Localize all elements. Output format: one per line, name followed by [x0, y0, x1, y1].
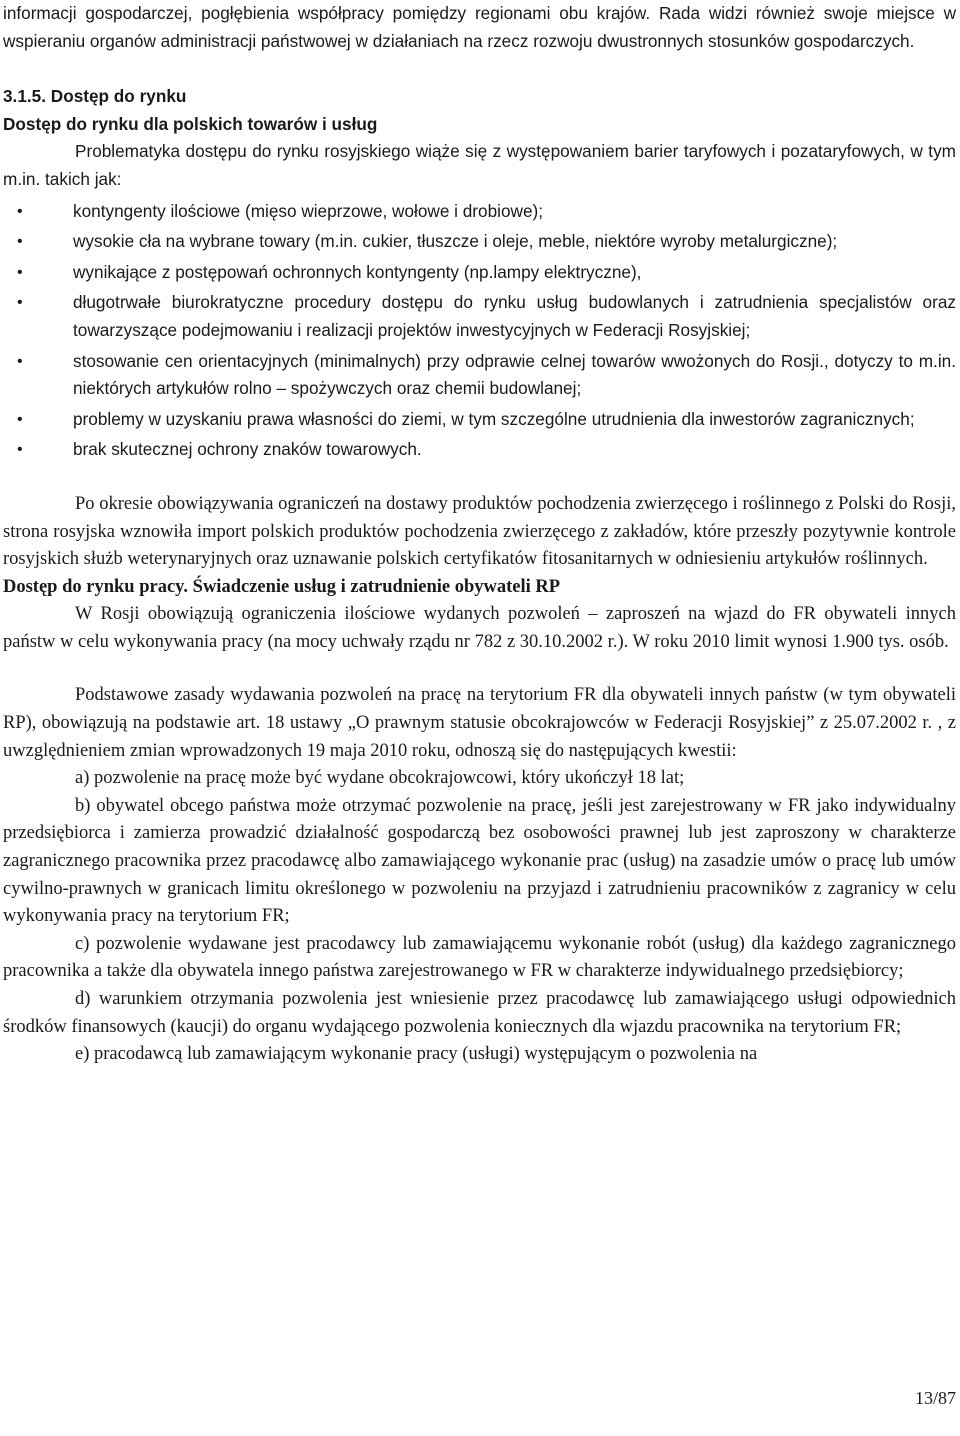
list-item-d: d) warunkiem otrzymania pozwolenia jest wniesienie przez pracodawcę lub zamawiającego usługi odpowiednich środków finansowych (kaucji) do organu wydającego pozwolenia koniecznych dla wjazdu pracownika na terytorium FR; [3, 989, 956, 1037]
bullet-icon: • [17, 441, 23, 459]
top-paragraph: informacji gospodarczej, pogłębienia współpracy pomiędzy regionami obu krajów. Rada widzi również swoje miejsce w wspieraniu organów administracji państwowej w działaniach na rzecz rozwoju dwustronnych stosunków gospodarczych. [3, 3, 956, 51]
list-item: • wynikające z postępowań ochronnych kontyngenty (np.lampy elektryczne), [3, 259, 956, 287]
section-subheading: Dostęp do rynku dla polskich towarów i usług [3, 113, 378, 134]
list-item-e: e) pracodawcą lub zamawiającym wykonanie pracy (usługi) występującym o pozwolenia na [75, 1044, 758, 1065]
list-item: • brak skutecznej ochrony znaków towarowych. [3, 436, 956, 464]
labour-heading: Dostęp do rynku pracy. Świadczenie usług i zatrudnienie obywateli RP [3, 576, 561, 597]
bullet-icon: • [17, 410, 23, 428]
list-item-b: b) obywatel obcego państwa może otrzymać pozwolenie na pracę, jeśli jest zarejestrowany w FR jako indywidualny przedsiębiorca i zamierza prowadzić działalność gospodarczą bez osobowości prawnej lub jest zaproszony w charakterze zagranicznego pracownika przez pracodawcę albo zamawiającego wykonanie prac (usług) na zasadzie umów o pracę lub umów cywilno-prawnych w granicach limitu określonego w pozwoleniu na przyjazd i zatrudnieniu pracowników z zagranicy w celu wykonywania pracy na terytorium FR; [3, 795, 956, 927]
bullet-icon: • [17, 233, 23, 251]
section-heading: 3.1.5. Dostęp do rynku [3, 86, 187, 107]
bullet-icon: • [17, 294, 23, 312]
section-intro: Problematyka dostępu do rynku rosyjskiego wiąże się z występowaniem barier taryfowych i pozataryfowych, w tym m.in. takich jak: [3, 141, 956, 189]
barrier-list [3, 198, 956, 464]
bullet-icon: • [17, 263, 23, 281]
document-page [3, 0, 956, 1069]
list-item: • długotrwałe biurokratyczne procedury dostępu do rynku usług budowlanych i zatrudnienia specjalistów oraz towarzyszące podejmowaniu i realizacji projektów inwestycyjnych w Federacji Rosyjskiej; [3, 289, 956, 344]
list-item: • problemy w uzyskaniu prawa własności do ziemi, w tym szczególne utrudnienia dla inwestorów zagranicznych; [3, 406, 956, 434]
list-item: • kontyngenty ilościowe (mięso wieprzowe, wołowe i drobiowe); [3, 198, 956, 226]
bullet-icon: • [17, 202, 23, 220]
list-item: • wysokie cła na wybrane towary (m.in. cukier, tłuszcze i oleje, meble, niektóre wyroby metalurgiczne); [3, 228, 956, 256]
page-number: 13/87 [914, 1388, 956, 1408]
labour-paragraph-1: W Rosji obowiązują ograniczenia ilościowe wydanych pozwoleń – zaproszeń na wjazd do FR obywateli innych państw w celu wykonywania pracy (na mocy uchwały rządu nr 782 z 30.10.2002 r.). W roku 2010 limit wynosi 1.900 tys. osób. [3, 604, 956, 652]
list-item-a: a) pozwolenie na pracę może być wydane obcokrajowcowi, który ukończył 18 lat; [75, 768, 685, 789]
paragraph-after-list: Po okresie obowiązywania ograniczeń na dostawy produktów pochodzenia zwierzęcego i roślinnego z Polski do Rosji, strona rosyjska wznowiła import polskich produktów pochodzenia zwierzęcego z zakładów, które przeszły pozytywnie kontrole rosyjskich służb weterynaryjnych oraz uznawanie polskich certyfikatów fitosanitarnych w odniesieniu artykułów roślinnych. [3, 493, 956, 570]
list-item-c: c) pozwolenie wydawane jest pracodawcy lub zamawiającemu wykonanie robót (usług) dla każdego zagranicznego pracownika a także dla obywatela innego państwa zarejestrowanego w FR w charakterze indywidualnego przedsiębiorcy; [3, 933, 956, 982]
labour-paragraph-2: Podstawowe zasady wydawania pozwoleń na pracę na terytorium FR dla obywateli innych państw (w tym obywateli RP), obowiązują na podstawie art. 18 ustawy „O prawnym statusie obcokrajowców w Federacji Rosyjskiej” z 25.07.2002 r. , z uwzględnieniem zmian wprowadzonych 19 maja 2010 roku, odnoszą się do następujących kwestii: [3, 685, 956, 761]
list-item: • stosowanie cen orientacyjnych (minimalnych) przy odprawie celnej towarów wwożonych do Rosji., dotyczy to m.in. niektórych artykułów rolno – spożywczych oraz chemii budowlanej; [3, 348, 956, 403]
bullet-icon: • [17, 352, 23, 370]
